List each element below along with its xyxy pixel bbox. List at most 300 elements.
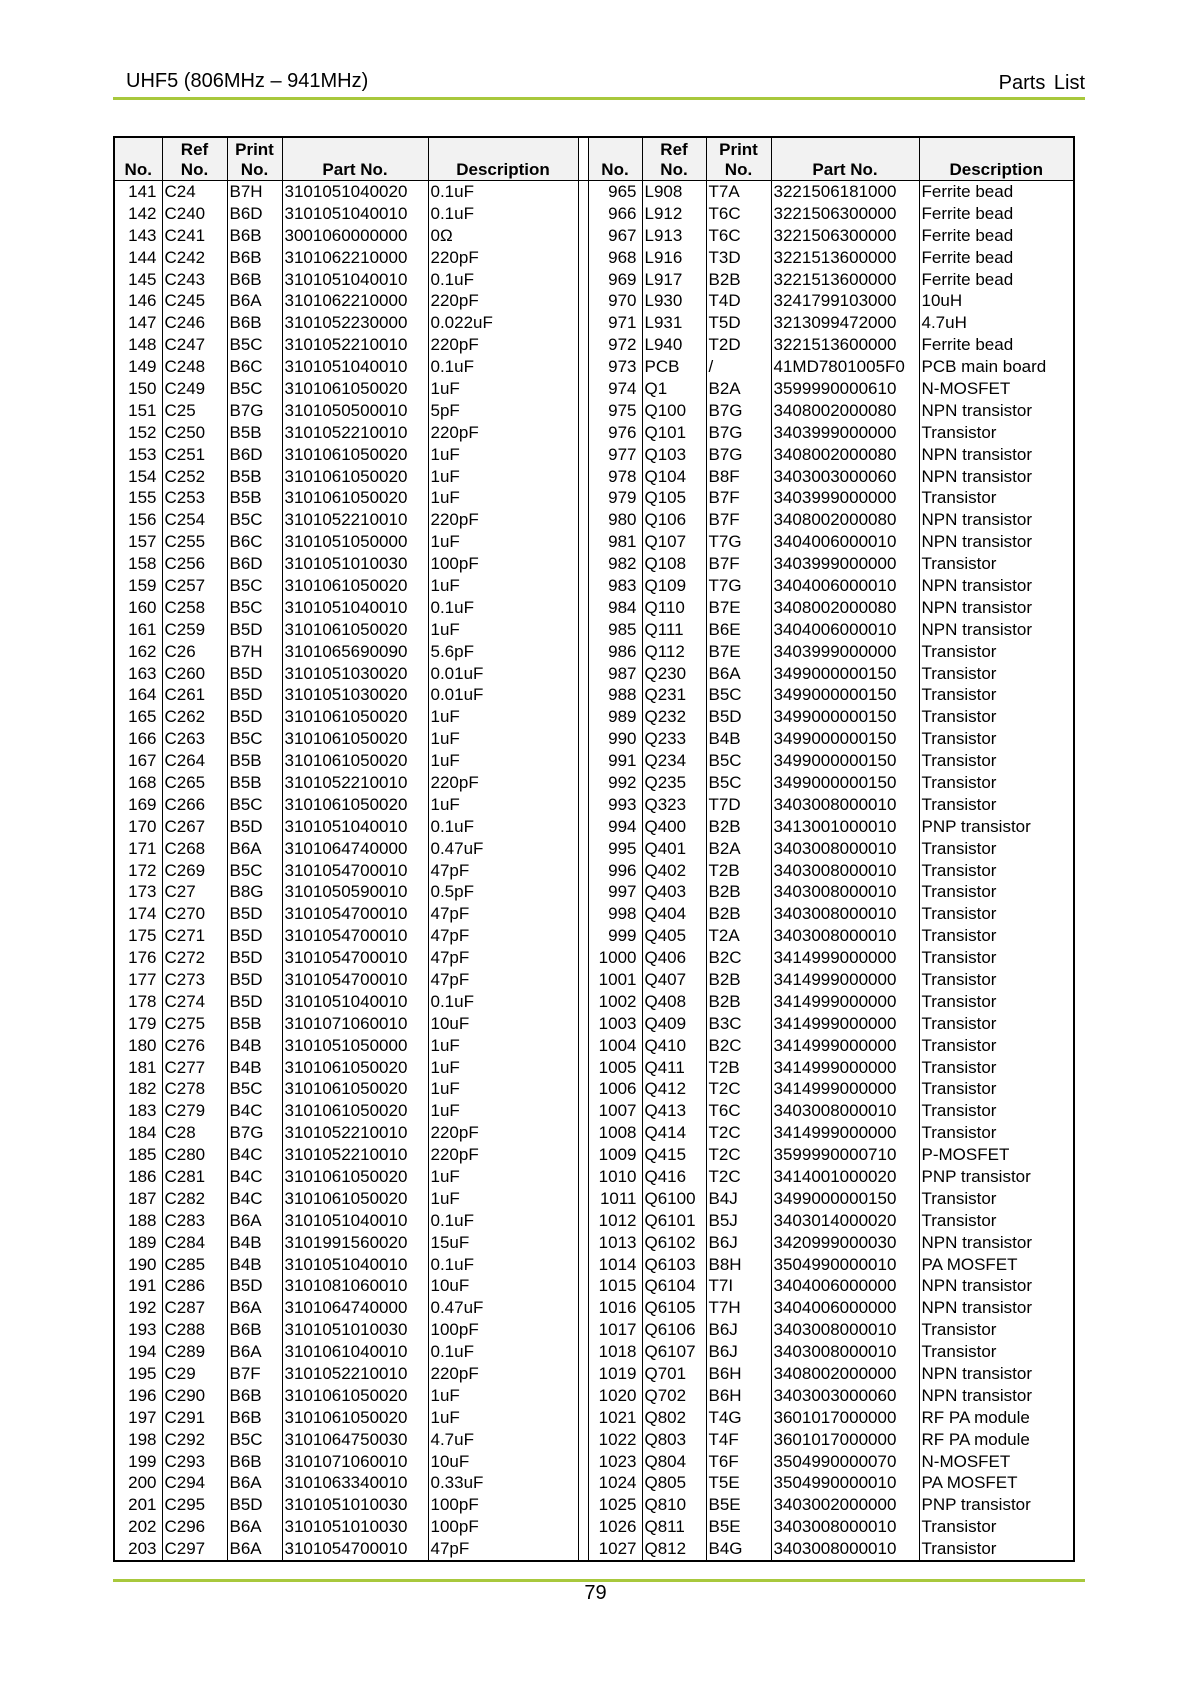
cell-no: 1011 [588,1188,642,1210]
cell-no: 171 [114,838,162,860]
cell-no: 985 [588,619,642,641]
cell-print-no: T2C [706,1122,771,1144]
cell-description: Transistor [919,772,1074,794]
column-gap [578,1188,588,1210]
cell-description: Ferrite bead [919,334,1074,356]
cell-description: 1uF [428,444,578,466]
cell-description: Transistor [919,1341,1074,1363]
cell-part-no: 3101061050020 [282,487,428,509]
cell-part-no: 3404006000010 [771,575,919,597]
cell-description: N-MOSFET [919,1451,1074,1473]
cell-ref-no: Q803 [642,1429,706,1451]
cell-part-no: 3403008000010 [771,794,919,816]
cell-description: Transistor [919,641,1074,663]
cell-description: 1uF [428,1407,578,1429]
cell-print-no: B7G [706,400,771,422]
table-row [114,1210,1074,1232]
cell-ref-no: C29 [162,1363,227,1385]
cell-part-no: 3101061040010 [282,1341,428,1363]
cell-description: 220pF [428,772,578,794]
column-gap [578,422,588,444]
cell-description: RF PA module [919,1407,1074,1429]
table-row [114,1538,1074,1561]
cell-description: 47pF [428,860,578,882]
table-row [114,1451,1074,1473]
cell-print-no: B6B [227,269,282,291]
table-row [114,903,1074,925]
cell-print-no: B6H [706,1385,771,1407]
column-gap [578,1100,588,1122]
cell-print-no: B6A [227,1538,282,1561]
column-gap [578,838,588,860]
cell-ref-no: Q810 [642,1494,706,1516]
cell-no: 986 [588,641,642,663]
cell-no: 1005 [588,1057,642,1079]
cell-description: 1uF [428,619,578,641]
cell-no: 152 [114,422,162,444]
header-rule [113,97,1085,100]
cell-print-no: T5E [706,1473,771,1495]
table-row [114,1035,1074,1057]
cell-ref-no: C267 [162,816,227,838]
cell-ref-no: Q106 [642,509,706,531]
cell-part-no: 3101052230000 [282,312,428,334]
cell-description: 4.7uF [428,1429,578,1451]
cell-print-no: B7H [227,181,282,203]
cell-no: 172 [114,860,162,882]
table-row [114,597,1074,619]
cell-no: 966 [588,203,642,225]
cell-ref-no: Q6105 [642,1297,706,1319]
cell-description: Transistor [919,487,1074,509]
cell-ref-no: L912 [642,203,706,225]
column-gap [578,1144,588,1166]
cell-description: 47pF [428,903,578,925]
cell-no: 995 [588,838,642,860]
cell-part-no: 3414999000000 [771,991,919,1013]
cell-part-no: 3499000000150 [771,1188,919,1210]
cell-description: 1uF [428,728,578,750]
table-row [114,947,1074,969]
cell-part-no: 3101061050020 [282,728,428,750]
cell-print-no: B5C [227,794,282,816]
cell-part-no: 3101061050020 [282,378,428,400]
table-row [114,706,1074,728]
cell-ref-no: C261 [162,684,227,706]
table-row [114,1429,1074,1451]
cell-no: 994 [588,816,642,838]
cell-print-no: T2B [706,860,771,882]
cell-description: Transistor [919,1210,1074,1232]
table-row [114,356,1074,378]
cell-part-no: 3101052210010 [282,1144,428,1166]
table-row [114,750,1074,772]
cell-print-no: B6B [227,1407,282,1429]
parts-table [113,136,1075,1562]
cell-ref-no: C25 [162,400,227,422]
cell-ref-no: L917 [642,269,706,291]
cell-description: 0.1uF [428,816,578,838]
cell-no: 173 [114,882,162,904]
cell-print-no: B5B [227,1013,282,1035]
cell-ref-no: Q6106 [642,1319,706,1341]
cell-no: 169 [114,794,162,816]
cell-part-no: 3101061050020 [282,1079,428,1101]
table-row [114,1319,1074,1341]
cell-ref-no: Q6104 [642,1276,706,1298]
cell-description: 1uF [428,750,578,772]
table-row [114,772,1074,794]
cell-description: 10uF [428,1276,578,1298]
column-gap [578,247,588,269]
cell-description: Transistor [919,882,1074,904]
cell-ref-no: L916 [642,247,706,269]
cell-part-no: 3403008000010 [771,1538,919,1561]
table-row [114,1013,1074,1035]
cell-part-no: 3101071060010 [282,1451,428,1473]
cell-description: Transistor [919,1122,1074,1144]
cell-print-no: T6C [706,1100,771,1122]
cell-part-no: 3101052210010 [282,334,428,356]
cell-ref-no: C297 [162,1538,227,1561]
cell-description: 0.01uF [428,684,578,706]
cell-print-no: B6B [227,1451,282,1473]
cell-ref-no: C250 [162,422,227,444]
cell-print-no: B5B [227,487,282,509]
cell-description: 0.1uF [428,991,578,1013]
cell-ref-no: C290 [162,1385,227,1407]
table-row [114,400,1074,422]
cell-ref-no: C24 [162,181,227,203]
table-row [114,444,1074,466]
table-row [114,422,1074,444]
table-row [114,1341,1074,1363]
cell-ref-no: C263 [162,728,227,750]
cell-description: NPN transistor [919,1232,1074,1254]
cell-no: 968 [588,247,642,269]
cell-print-no: B5D [227,619,282,641]
cell-print-no: B5E [706,1516,771,1538]
cell-print-no: B5C [227,509,282,531]
column-gap [578,225,588,247]
cell-part-no: 3101051040010 [282,991,428,1013]
cell-ref-no: C271 [162,925,227,947]
cell-ref-no: C273 [162,969,227,991]
column-gap [578,1407,588,1429]
cell-description: NPN transistor [919,619,1074,641]
cell-ref-no: C251 [162,444,227,466]
table-row [114,1297,1074,1319]
cell-ref-no: Q233 [642,728,706,750]
cell-no: 160 [114,597,162,619]
cell-no: 990 [588,728,642,750]
cell-part-no: 3403008000010 [771,882,919,904]
table-row [114,1166,1074,1188]
cell-ref-no: Q802 [642,1407,706,1429]
cell-ref-no: C280 [162,1144,227,1166]
cell-part-no: 3404006000000 [771,1276,919,1298]
cell-print-no: B5B [227,422,282,444]
cell-ref-no: Q235 [642,772,706,794]
cell-part-no: 3499000000150 [771,663,919,685]
cell-print-no: B6B [227,312,282,334]
cell-part-no: 3499000000150 [771,772,919,794]
cell-part-no: 3403008000010 [771,838,919,860]
table-row [114,378,1074,400]
cell-part-no: 3101051040010 [282,356,428,378]
cell-part-no: 3403999000000 [771,553,919,575]
cell-no: 1008 [588,1122,642,1144]
cell-ref-no: C242 [162,247,227,269]
cell-part-no: 3101050500010 [282,400,428,422]
cell-print-no: B6E [706,619,771,641]
col-header-no: No. [588,137,642,181]
column-gap [578,684,588,706]
cell-print-no: B5D [227,969,282,991]
column-gap [578,1538,588,1561]
col-header-no: No. [114,137,162,181]
cell-description: 5.6pF [428,641,578,663]
cell-no: 977 [588,444,642,466]
cell-no: 973 [588,356,642,378]
cell-description: 1uF [428,706,578,728]
cell-ref-no: Q230 [642,663,706,685]
column-gap [578,882,588,904]
cell-ref-no: Q405 [642,925,706,947]
cell-part-no: 3403008000010 [771,860,919,882]
cell-part-no: 3499000000150 [771,728,919,750]
cell-ref-no: Q6101 [642,1210,706,1232]
cell-ref-no: Q404 [642,903,706,925]
cell-ref-no: C289 [162,1341,227,1363]
cell-part-no: 3414999000000 [771,1035,919,1057]
cell-description: 0.1uF [428,269,578,291]
column-gap [578,1079,588,1101]
cell-part-no: 3221506181000 [771,181,919,203]
cell-print-no: B2B [706,991,771,1013]
cell-print-no: B5C [706,750,771,772]
cell-ref-no: C270 [162,903,227,925]
cell-description: PNP transistor [919,816,1074,838]
cell-description: Ferrite bead [919,203,1074,225]
column-gap [578,1473,588,1495]
cell-part-no: 3101054700010 [282,1538,428,1561]
column-gap [578,1035,588,1057]
cell-print-no: T7G [706,575,771,597]
cell-print-no: B6A [227,1297,282,1319]
cell-ref-no: Q108 [642,553,706,575]
cell-ref-no: Q402 [642,860,706,882]
cell-no: 976 [588,422,642,444]
cell-no: 1025 [588,1494,642,1516]
cell-print-no: B5C [227,575,282,597]
cell-description: Transistor [919,1079,1074,1101]
cell-part-no: 3403999000000 [771,641,919,663]
cell-description: 0.5pF [428,882,578,904]
cell-description: 1uF [428,1188,578,1210]
document-title: UHF5 (806MHz – 941MHz) [126,70,369,92]
cell-part-no: 3241799103000 [771,290,919,312]
cell-ref-no: Q234 [642,750,706,772]
cell-print-no: B6C [227,531,282,553]
cell-ref-no: C256 [162,553,227,575]
cell-print-no: T3D [706,247,771,269]
column-gap [578,947,588,969]
cell-ref-no: C28 [162,1122,227,1144]
cell-no: 979 [588,487,642,509]
column-gap [578,575,588,597]
cell-description: 1uF [428,1035,578,1057]
cell-print-no: B6C [227,356,282,378]
cell-part-no: 3101064750030 [282,1429,428,1451]
column-gap [578,269,588,291]
cell-print-no: B6B [227,247,282,269]
cell-ref-no: C265 [162,772,227,794]
table-row [114,794,1074,816]
cell-print-no: B5C [227,597,282,619]
cell-description: 0.1uF [428,597,578,619]
cell-ref-no: C279 [162,1100,227,1122]
table-row [114,925,1074,947]
cell-no: 168 [114,772,162,794]
cell-part-no: 3101051040010 [282,816,428,838]
cell-print-no: T6F [706,1451,771,1473]
cell-ref-no: C277 [162,1057,227,1079]
cell-part-no: 3101051010030 [282,1319,428,1341]
cell-print-no: T2C [706,1079,771,1101]
cell-ref-no: Q6107 [642,1341,706,1363]
cell-no: 143 [114,225,162,247]
cell-print-no: B6A [227,1341,282,1363]
cell-print-no: B4C [227,1144,282,1166]
cell-no: 176 [114,947,162,969]
cell-part-no: 41MD7801005F0 [771,356,919,378]
cell-part-no: 3101061050020 [282,1188,428,1210]
cell-part-no: 3101061050020 [282,706,428,728]
column-gap [578,1494,588,1516]
cell-part-no: 3101063340010 [282,1473,428,1495]
cell-no: 1023 [588,1451,642,1473]
cell-ref-no: C26 [162,641,227,663]
table-row [114,1232,1074,1254]
table-row [114,684,1074,706]
cell-description: Transistor [919,1538,1074,1561]
cell-part-no: 3213099472000 [771,312,919,334]
cell-ref-no: C266 [162,794,227,816]
column-gap [578,1363,588,1385]
cell-ref-no: C253 [162,487,227,509]
column-gap [578,487,588,509]
cell-print-no: B2C [706,1035,771,1057]
cell-no: 967 [588,225,642,247]
cell-ref-no: Q105 [642,487,706,509]
cell-no: 148 [114,334,162,356]
cell-no: 144 [114,247,162,269]
cell-part-no: 3101051040010 [282,1210,428,1232]
cell-no: 1014 [588,1254,642,1276]
cell-print-no: T7A [706,181,771,203]
cell-no: 192 [114,1297,162,1319]
cell-no: 965 [588,181,642,203]
cell-no: 174 [114,903,162,925]
cell-part-no: 3403008000010 [771,1341,919,1363]
cell-no: 185 [114,1144,162,1166]
cell-no: 980 [588,509,642,531]
cell-print-no: T2B [706,1057,771,1079]
cell-description: Transistor [919,728,1074,750]
cell-print-no: T7H [706,1297,771,1319]
table-row [114,728,1074,750]
cell-print-no: B4B [227,1254,282,1276]
table-row [114,466,1074,488]
cell-print-no: B2B [706,816,771,838]
column-gap [578,334,588,356]
column-gap [578,1276,588,1298]
col-header-ref-no: Ref No. [162,137,227,181]
cell-part-no: 3408002000000 [771,1363,919,1385]
cell-description: 220pF [428,1144,578,1166]
cell-part-no: 3420999000030 [771,1232,919,1254]
cell-part-no: 3221506300000 [771,225,919,247]
cell-part-no: 3101061050020 [282,794,428,816]
cell-ref-no: C257 [162,575,227,597]
cell-print-no: B3C [706,1013,771,1035]
cell-ref-no: Q101 [642,422,706,444]
cell-no: 157 [114,531,162,553]
cell-ref-no: C248 [162,356,227,378]
cell-no: 175 [114,925,162,947]
cell-no: 153 [114,444,162,466]
cell-part-no: 3101054700010 [282,969,428,991]
cell-print-no: B8F [706,466,771,488]
column-gap [578,444,588,466]
cell-ref-no: Q103 [642,444,706,466]
column-gap [578,728,588,750]
column-gap [578,1451,588,1473]
column-gap [578,466,588,488]
cell-print-no: B8H [706,1254,771,1276]
cell-print-no: B5D [227,684,282,706]
cell-ref-no: C281 [162,1166,227,1188]
col-header-part-no: Part No. [282,137,428,181]
cell-description: Transistor [919,1188,1074,1210]
cell-print-no: B6B [227,225,282,247]
cell-no: 177 [114,969,162,991]
cell-description: Transistor [919,1319,1074,1341]
cell-print-no: T2C [706,1166,771,1188]
table-row [114,1276,1074,1298]
cell-description: 0.1uF [428,356,578,378]
cell-no: 161 [114,619,162,641]
table-row [114,838,1074,860]
cell-print-no: T4D [706,290,771,312]
cell-description: 1uF [428,1385,578,1407]
cell-no: 983 [588,575,642,597]
cell-print-no: B2A [706,838,771,860]
cell-part-no: 3101065690090 [282,641,428,663]
cell-part-no: 3101052210010 [282,1122,428,1144]
cell-part-no: 3403008000010 [771,903,919,925]
cell-print-no: T4F [706,1429,771,1451]
cell-part-no: 3601017000000 [771,1429,919,1451]
cell-ref-no: Q416 [642,1166,706,1188]
cell-no: 997 [588,882,642,904]
cell-description: 0.022uF [428,312,578,334]
cell-ref-no: C283 [162,1210,227,1232]
cell-no: 996 [588,860,642,882]
cell-ref-no: C274 [162,991,227,1013]
cell-description: Ferrite bead [919,181,1074,203]
